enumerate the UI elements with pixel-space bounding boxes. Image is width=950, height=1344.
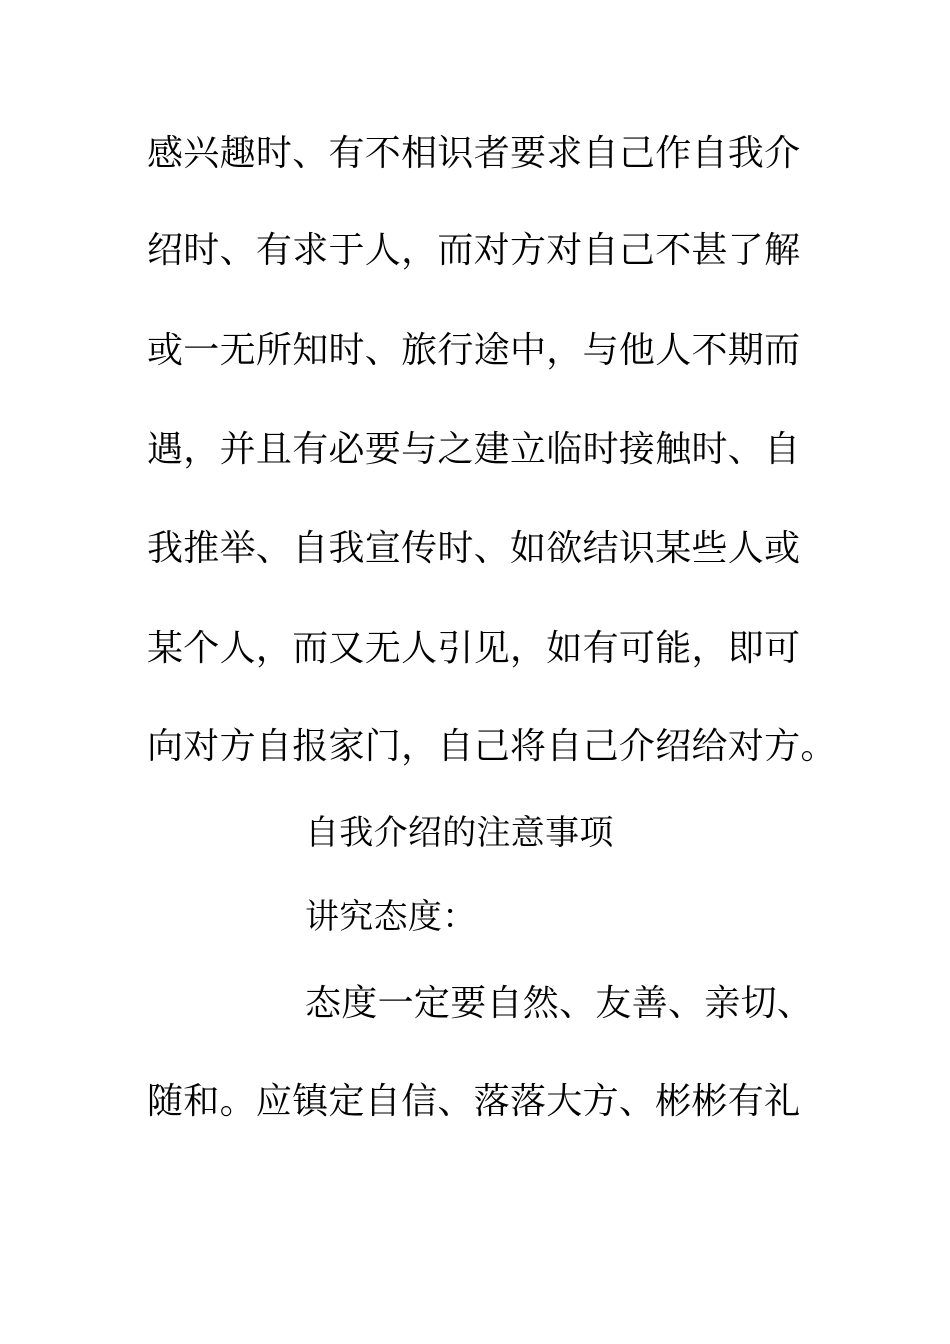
paragraph-1-line-5: 我推举、自我宣传时、如欲结识某些人或 xyxy=(147,528,801,569)
paragraph-2-line-2: 随和。应镇定自信、落落大方、彬彬有礼 xyxy=(147,1081,801,1122)
section-heading: 自我介绍的注意事项 xyxy=(305,813,614,853)
paragraph-1-line-4: 遇，并且有必要与之建立临时接触时、自 xyxy=(147,429,801,470)
paragraph-2-line-1: 态度一定要自然、友善、亲切、 xyxy=(305,983,814,1024)
sub-heading: 讲究态度： xyxy=(305,897,477,937)
paragraph-1-line-1: 感兴趣时、有不相识者要求自己作自我介 xyxy=(147,133,801,174)
paragraph-1-line-2: 绍时、有求于人，而对方对自己不甚了解 xyxy=(147,230,801,271)
paragraph-1-line-6: 某个人，而又无人引见，如有可能，即可 xyxy=(147,628,801,669)
paragraph-1-line-3: 或一无所知时、旅行途中，与他人不期而 xyxy=(147,330,801,371)
paragraph-1-line-7: 向对方自报家门，自己将自己介绍给对方。 xyxy=(147,726,837,767)
